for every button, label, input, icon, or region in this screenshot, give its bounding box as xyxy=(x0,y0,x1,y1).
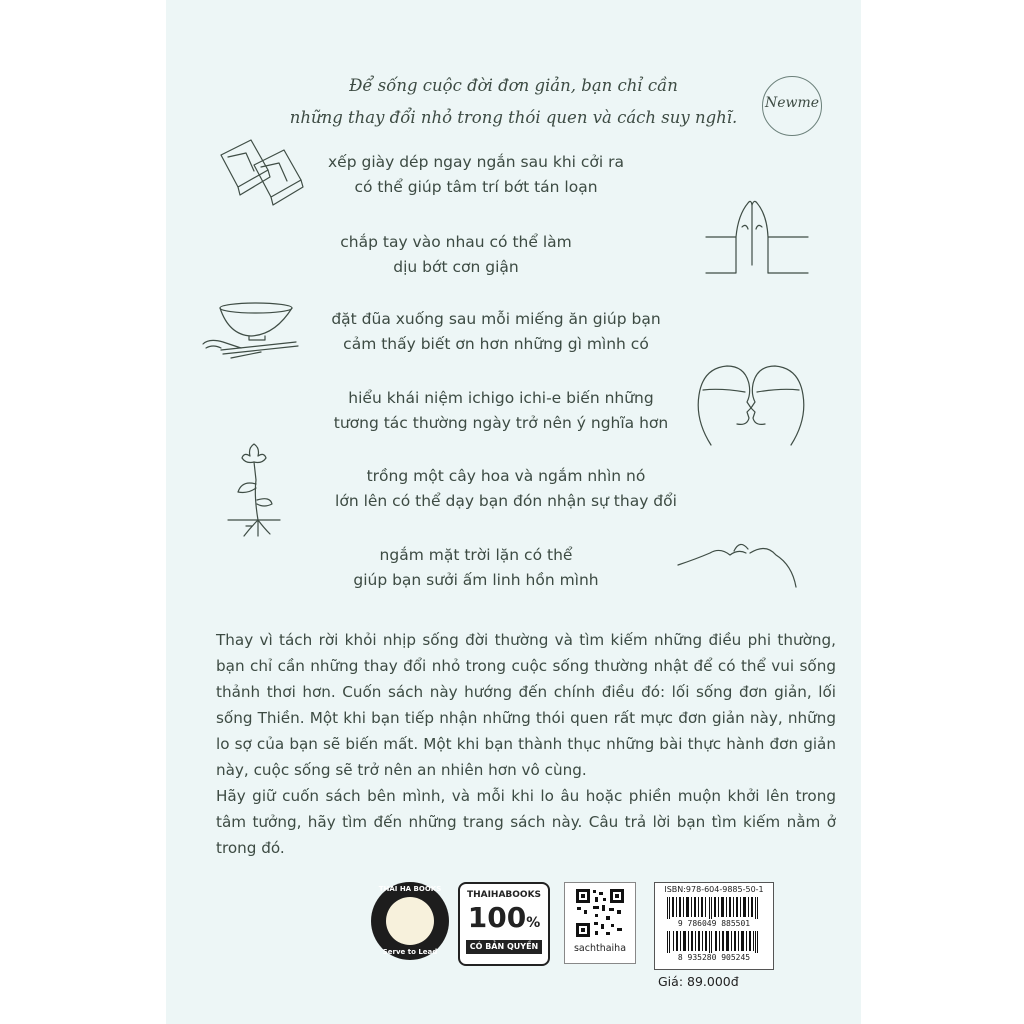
habit-text-line: tương tác thường ngày trở nên ý nghĩa hơn xyxy=(333,414,669,432)
seal-inner-circle xyxy=(386,897,434,945)
praying-hands-icon xyxy=(696,195,816,280)
qr-code-box xyxy=(564,882,636,964)
sandals-icon xyxy=(216,135,306,215)
habit-item-3 xyxy=(296,307,696,357)
habit-item-5 xyxy=(296,464,716,514)
habit-text-line: hiểu khái niệm ichigo ichi-e biến những xyxy=(348,389,654,407)
copyright-percent-value xyxy=(460,902,548,939)
habit-text-line: có thể giúp tâm trí bớt tán loạn xyxy=(354,178,598,196)
seal-bottom-text: Serve to Lead xyxy=(382,948,438,956)
intro-line-2: những thay đổi nhỏ trong thói quen và cách suy nghĩ. xyxy=(289,108,738,127)
barcode-1 xyxy=(665,897,765,919)
habit-text-line: lớn lên có thể dạy bạn đón nhận sự thay đổi xyxy=(335,492,677,510)
thai-ha-seal xyxy=(371,882,449,960)
description-paragraph-2: Hãy giữ cuốn sách bên mình, và mỗi khi lo âu hoặc phiền muộn khởi lên trong tâm tưởng, hãy tìm đến những trang sách này. Câu trả lời bạn tìm kiếm nằm ở trong đó. xyxy=(216,787,836,857)
barcode-2-digits: 8 935280 905245 xyxy=(677,953,751,962)
sunset-icon xyxy=(676,535,816,595)
two-faces-icon xyxy=(691,360,811,450)
qr-code-icon xyxy=(575,888,625,938)
habit-text-line: cảm thấy biết ơn hơn những gì mình có xyxy=(343,335,649,353)
habit-item-1 xyxy=(286,150,666,200)
copyright-big: 100 xyxy=(467,901,527,934)
intro-quote xyxy=(166,70,861,134)
habit-item-6 xyxy=(296,543,656,593)
habit-text-line: đặt đũa xuống sau mỗi miếng ăn giúp bạn xyxy=(331,310,661,328)
habit-item-4 xyxy=(301,386,701,436)
logo-text: Newme xyxy=(764,95,820,111)
isbn-barcode-box xyxy=(654,882,774,970)
copyright-brand: THAIHABOOKS xyxy=(466,890,542,900)
copyright-pct: % xyxy=(526,915,541,931)
qr-label: sachthaiha xyxy=(573,943,627,954)
copyright-badge xyxy=(458,882,550,966)
habit-text-line: xếp giày dép ngay ngắn sau khi cởi ra xyxy=(328,153,624,171)
flower-icon xyxy=(224,440,284,540)
description-paragraph-1: Thay vì tách rời khỏi nhịp sống đời thường và tìm kiếm những điều phi thường, bạn chỉ cần những thay đổi nhỏ trong cuộc sống thường nhật để có thể vui sống thảnh thơi hơn. Cuốn sách này hướng đến chính điều đó: lối sống đơn giản, lối sống Thiền. Một khi bạn tiếp nhận những thói quen rất mực đơn giản này, những lo sợ của bạn sẽ biến mất. Một khi bạn thành thục những bài thực hành đơn giản này, cuộc sống sẽ trở nên an nhiên hơn vô cùng. xyxy=(216,631,836,779)
habit-text-line: ngắm mặt trời lặn có thể xyxy=(379,546,573,564)
bowl-chopsticks-icon xyxy=(201,300,301,365)
price-label: Giá: 89.000đ xyxy=(658,974,739,989)
seal-top-text: THAI HA BOOKS xyxy=(378,885,442,893)
intro-line-1: Để sống cuộc đời đơn giản, bạn chỉ cần xyxy=(349,76,678,95)
barcode-1-digits: 9 786049 885501 xyxy=(677,919,751,928)
habit-text-line: chắp tay vào nhau có thể làm xyxy=(340,233,572,251)
description-text xyxy=(216,627,836,861)
habit-item-2 xyxy=(276,230,636,280)
habit-text-line: dịu bớt cơn giận xyxy=(393,258,519,276)
book-back-cover xyxy=(166,0,861,1024)
habit-text-line: trồng một cây hoa và ngắm nhìn nó xyxy=(366,467,646,485)
isbn-text: ISBN:978-604-9885-50-1 xyxy=(664,885,764,894)
habit-text-line: giúp bạn sưởi ấm linh hồn mình xyxy=(353,571,599,589)
copyright-sub: CÓ BẢN QUYỀN xyxy=(466,940,542,954)
barcode-2 xyxy=(665,931,765,953)
